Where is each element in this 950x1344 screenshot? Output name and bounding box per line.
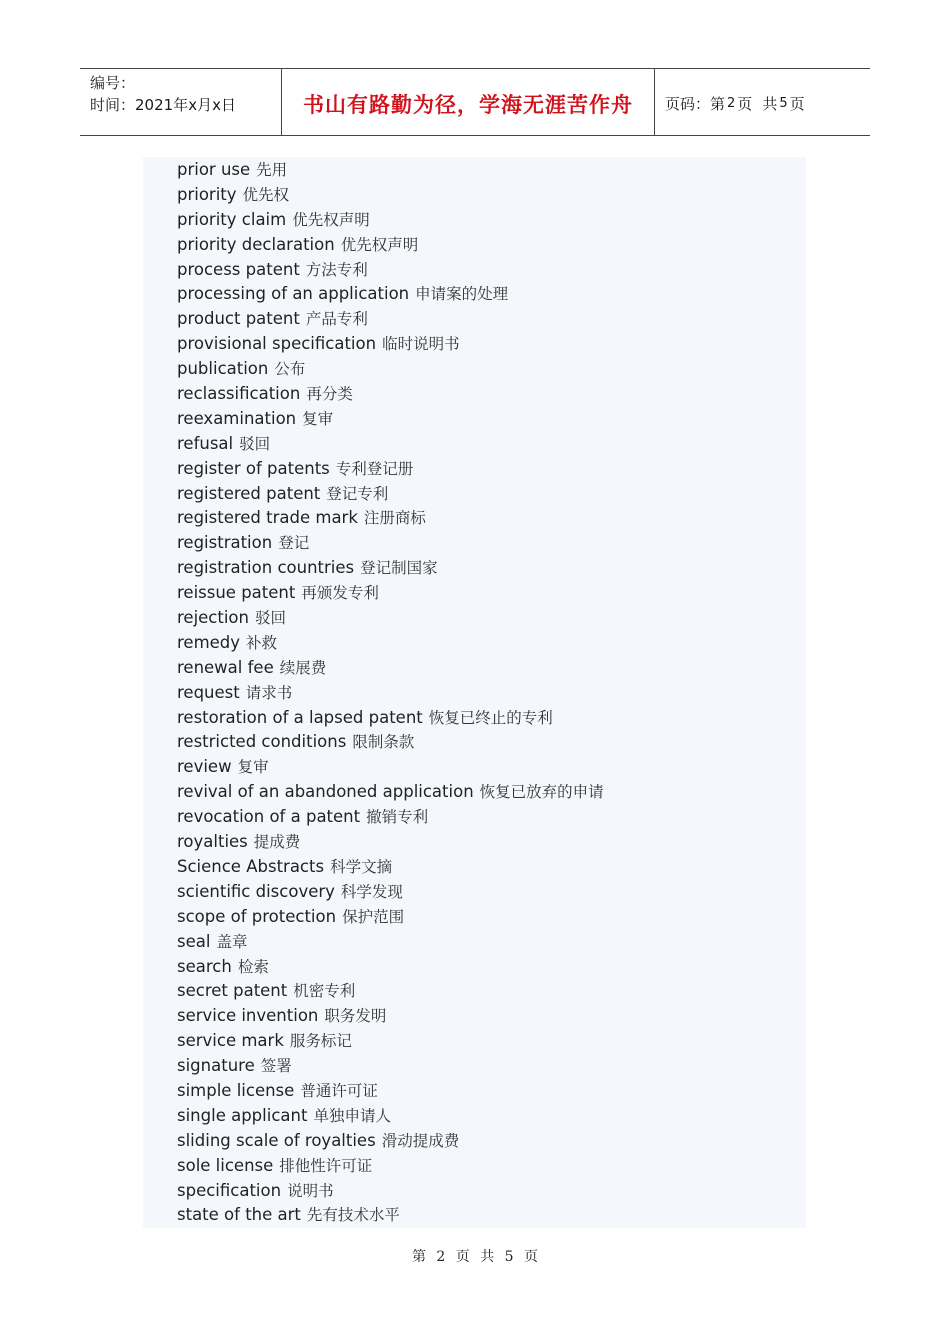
entry-term-en: process patent bbox=[177, 259, 300, 279]
glossary-entry bbox=[177, 556, 806, 581]
entry-term-zh: 补救 bbox=[246, 633, 278, 652]
entry-term-zh: 恢复已放弃的申请 bbox=[479, 783, 604, 802]
entry-term-en: Science Abstracts bbox=[177, 856, 325, 876]
entry-term-en: service invention bbox=[177, 1006, 319, 1026]
glossary-entry bbox=[177, 158, 806, 183]
entry-term-zh: 普通许可证 bbox=[300, 1081, 378, 1100]
page-end: 页 bbox=[789, 94, 805, 113]
glossary-entry bbox=[177, 930, 806, 955]
glossary-entry bbox=[177, 606, 806, 631]
entry-term-en: reexamination bbox=[177, 408, 297, 428]
serial-label: 编号： bbox=[90, 74, 136, 92]
entry-term-zh: 说明书 bbox=[287, 1181, 334, 1200]
entry-term-zh: 登记 bbox=[278, 534, 310, 553]
entry-term-en: restoration of a lapsed patent bbox=[177, 707, 423, 727]
page-header bbox=[80, 68, 870, 136]
glossary-entry bbox=[177, 905, 806, 930]
entry-term-en: search bbox=[177, 956, 232, 976]
glossary-entry bbox=[177, 258, 806, 283]
glossary-entry bbox=[177, 1154, 806, 1179]
entry-term-zh: 临时说明书 bbox=[382, 335, 460, 354]
entry-term-zh: 保护范围 bbox=[342, 907, 405, 926]
entry-term-en: review bbox=[177, 757, 232, 777]
entry-term-zh: 科学发现 bbox=[340, 882, 403, 901]
glossary-entry bbox=[177, 482, 806, 507]
glossary-entry bbox=[177, 307, 806, 332]
glossary-entry bbox=[177, 979, 806, 1004]
glossary-entry bbox=[177, 183, 806, 208]
entry-term-zh: 申请案的处理 bbox=[415, 285, 509, 304]
entry-term-en: simple license bbox=[177, 1080, 295, 1100]
entry-term-zh: 签署 bbox=[260, 1057, 292, 1076]
entry-term-en: renewal fee bbox=[177, 657, 274, 677]
entry-term-zh: 先有技术水平 bbox=[306, 1206, 400, 1225]
glossary-entry bbox=[177, 208, 806, 233]
glossary-entry bbox=[177, 332, 806, 357]
glossary-entry bbox=[177, 880, 806, 905]
glossary-panel bbox=[143, 157, 806, 1228]
entry-term-zh: 滑动提成费 bbox=[381, 1131, 460, 1150]
entry-term-en: revocation of a patent bbox=[177, 807, 361, 827]
entry-term-en: request bbox=[177, 682, 240, 702]
glossary-entry bbox=[177, 755, 806, 780]
entry-term-en: product patent bbox=[177, 309, 300, 329]
entry-term-zh: 提成费 bbox=[253, 833, 301, 852]
glossary-entry bbox=[177, 382, 806, 407]
entry-term-en: sole license bbox=[177, 1155, 274, 1175]
entry-term-en: processing of an application bbox=[177, 284, 410, 304]
entry-term-en: restricted conditions bbox=[177, 732, 347, 752]
glossary-entry bbox=[177, 233, 806, 258]
entry-term-zh: 检索 bbox=[237, 957, 269, 976]
entry-term-zh: 再分类 bbox=[306, 385, 353, 404]
entry-term-zh: 公布 bbox=[274, 360, 306, 379]
entry-term-en: specification bbox=[177, 1180, 282, 1200]
glossary-entry bbox=[177, 730, 806, 755]
glossary-entry bbox=[177, 1203, 806, 1228]
page-current: 2 bbox=[727, 95, 736, 111]
entry-term-en: registration bbox=[177, 533, 273, 553]
entry-term-zh: 机密专利 bbox=[293, 982, 356, 1001]
entry-term-zh: 服务标记 bbox=[289, 1032, 352, 1051]
entry-term-en: sliding scale of royalties bbox=[177, 1130, 376, 1150]
glossary-entry bbox=[177, 681, 806, 706]
glossary-entry bbox=[177, 706, 806, 731]
entry-term-zh: 先用 bbox=[256, 161, 288, 179]
entry-term-en: signature bbox=[177, 1056, 255, 1076]
glossary-entry bbox=[177, 506, 806, 531]
entry-term-en: scope of protection bbox=[177, 906, 337, 926]
entry-term-zh: 专利登记册 bbox=[335, 459, 414, 478]
glossary-entry bbox=[177, 656, 806, 681]
entry-term-en: remedy bbox=[177, 632, 241, 652]
entry-term-zh: 排他性许可证 bbox=[279, 1156, 373, 1175]
entry-term-zh: 限制条款 bbox=[352, 733, 415, 752]
time-value: 2021年x月x日 bbox=[135, 96, 236, 114]
page-mid: 页 bbox=[737, 94, 753, 113]
entry-term-zh: 驳回 bbox=[239, 434, 271, 453]
entry-term-en: refusal bbox=[177, 433, 234, 453]
glossary-entry bbox=[177, 1079, 806, 1104]
entry-term-en: provisional specification bbox=[177, 334, 377, 354]
page-total-label: 共 bbox=[762, 94, 778, 113]
entry-term-zh: 优先权声明 bbox=[340, 235, 419, 254]
entry-term-en: royalties bbox=[177, 832, 248, 852]
entry-term-zh: 优先权 bbox=[242, 185, 290, 204]
entry-term-zh: 优先权声明 bbox=[292, 210, 370, 229]
entry-term-zh: 单独申请人 bbox=[313, 1106, 391, 1125]
entry-term-en: seal bbox=[177, 931, 211, 951]
glossary-entry bbox=[177, 432, 806, 457]
glossary-entry bbox=[177, 531, 806, 556]
entry-term-zh: 续展费 bbox=[279, 658, 327, 677]
entry-term-zh: 复审 bbox=[237, 758, 269, 777]
glossary-entry bbox=[177, 407, 806, 432]
entry-term-zh: 请求书 bbox=[245, 683, 293, 702]
entry-term-en: priority claim bbox=[177, 209, 287, 229]
time-line bbox=[90, 94, 281, 116]
entry-term-en: secret patent bbox=[177, 981, 288, 1001]
page-label: 页码：第 bbox=[665, 94, 726, 113]
entry-term-en: publication bbox=[177, 359, 269, 379]
entry-term-en: registered trade mark bbox=[177, 508, 358, 528]
entry-term-en: scientific discovery bbox=[177, 881, 335, 901]
entry-term-en: single applicant bbox=[177, 1105, 308, 1125]
entry-term-zh: 注册商标 bbox=[363, 509, 426, 528]
time-label: 时间： bbox=[90, 96, 136, 114]
entry-term-en: priority bbox=[177, 184, 237, 204]
glossary-entry bbox=[177, 1104, 806, 1129]
entry-term-en: revival of an abandoned application bbox=[177, 782, 474, 802]
entry-term-en: service mark bbox=[177, 1031, 284, 1051]
glossary-entry bbox=[177, 855, 806, 880]
header-motto: 书山有路勤为径，学海无涯苦作舟 bbox=[282, 69, 655, 135]
entry-term-zh: 撤销专利 bbox=[366, 808, 429, 827]
glossary-entry bbox=[177, 830, 806, 855]
glossary-entry bbox=[177, 282, 806, 307]
glossary-entry bbox=[177, 581, 806, 606]
glossary-entry bbox=[177, 780, 806, 805]
page-footer: 第 2 页 共 5 页 bbox=[411, 1249, 539, 1265]
glossary-entry bbox=[177, 1029, 806, 1054]
entry-term-zh: 复审 bbox=[302, 409, 334, 428]
header-meta bbox=[80, 69, 282, 135]
glossary-entry bbox=[177, 357, 806, 382]
entry-term-zh: 产品专利 bbox=[305, 310, 368, 329]
entry-term-zh: 恢复已终止的专利 bbox=[428, 708, 553, 727]
entry-term-zh: 职务发明 bbox=[324, 1007, 387, 1026]
glossary-entry bbox=[177, 955, 806, 980]
entry-term-en: registration countries bbox=[177, 558, 355, 578]
entry-term-en: priority declaration bbox=[177, 234, 335, 254]
entry-term-en: register of patents bbox=[177, 458, 330, 478]
entry-term-zh: 登记制国家 bbox=[360, 559, 438, 578]
glossary-entry bbox=[177, 1054, 806, 1079]
page-total: 5 bbox=[779, 95, 788, 111]
entry-term-en: state of the art bbox=[177, 1205, 301, 1225]
entry-term-zh: 方法专利 bbox=[305, 260, 368, 279]
header-page-info bbox=[655, 69, 870, 135]
entry-term-zh: 科学文摘 bbox=[330, 857, 393, 876]
entry-term-en: reissue patent bbox=[177, 583, 296, 603]
glossary-entry bbox=[177, 457, 806, 482]
entry-term-en: registered patent bbox=[177, 483, 321, 503]
entry-term-zh: 再颁发专利 bbox=[301, 584, 379, 603]
glossary-entry bbox=[177, 1129, 806, 1154]
glossary-list bbox=[143, 157, 806, 1228]
entry-term-en: rejection bbox=[177, 608, 249, 628]
glossary-entry bbox=[177, 1004, 806, 1029]
entry-term-zh: 驳回 bbox=[255, 609, 287, 628]
entry-term-zh: 登记专利 bbox=[326, 484, 389, 503]
glossary-entry bbox=[177, 805, 806, 830]
glossary-entry bbox=[177, 631, 806, 656]
entry-term-en: prior use bbox=[177, 160, 251, 179]
entry-term-en: reclassification bbox=[177, 384, 301, 404]
entry-term-zh: 盖章 bbox=[216, 932, 248, 951]
glossary-entry bbox=[177, 1179, 806, 1204]
